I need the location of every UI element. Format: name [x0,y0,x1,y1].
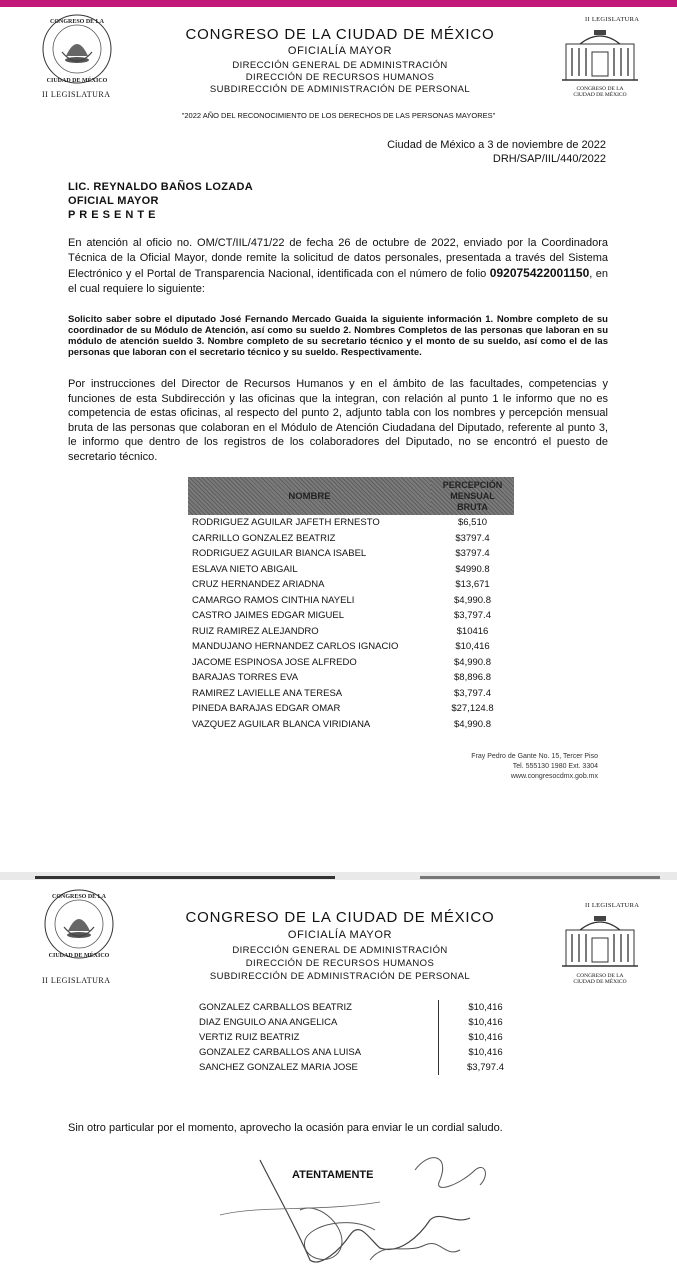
year-motto: "2022 AÑO DEL RECONOCIMIENTO DE LOS DERECHOS DE LAS PERSONAS MAYORES" [181,111,496,120]
closing-line: Sin otro particular por el momento, aprovecho la ocasión para enviar le un cordial saludo. [68,1122,503,1134]
salary-amount-cell: $10,416 [439,1000,533,1015]
table-row [195,1000,532,1015]
recipient-presente: P R E S E N T E [68,209,156,221]
legislatura-right-label: II LEGISLATURA [585,902,640,909]
page-gap [0,790,677,872]
table-row [188,593,514,609]
salary-amount-cell: $3,797.4 [454,687,491,699]
salary-amount-cell: $10,416 [439,1045,533,1060]
salary-amount-cell: $8,896.8 [454,672,491,684]
table-row [188,655,514,671]
legislatura-left-label: II LEGISLATURA [42,90,111,99]
footer-website: www.congresocdmx.gob.mx [510,773,598,780]
salary-amount-cell: $3797.4 [455,532,490,544]
salary-amount-cell: $13,671 [455,579,490,591]
signature [200,1140,500,1275]
congreso-small-label: CONGRESO DE LA CIUDAD DE MÉXICO [573,86,627,98]
salary-table [188,477,514,732]
salary-amount-cell: $10,416 [455,641,490,653]
legislatura-left-label: II LEGISLATURA [42,976,111,985]
footer-address-block: Fray Pedro de Gante No. 15, Tercer Piso Tel. 555130 1980 Ext. 3304 www.congresocdmx.gob.mx [380,752,598,782]
subdireccion: SUBDIRECCIÓN DE ADMINISTRACIÓN DE PERSONAL [209,971,471,982]
employee-name-cell: DIAZ ENGUILO ANA ANGELICA [199,1017,338,1028]
salary-amount-cell: $4990.8 [455,563,490,575]
congress-building-logo [560,912,640,972]
salary-amount-cell: $3,797.4 [439,1060,533,1075]
svg-text:CIUDAD DE MÉXICO: CIUDAD DE MÉXICO [48,953,110,959]
page-title: CONGRESO DE LA CIUDAD DE MÉXICO [185,26,495,43]
direccion-rh: DIRECCIÓN DE RECURSOS HUMANOS [245,958,435,969]
table-row [188,624,514,640]
direccion-general: DIRECCIÓN GENERAL DE ADMINISTRACIÓN [232,945,448,956]
salary-amount-cell: $4,990.8 [454,718,491,730]
table-row [188,717,514,733]
employee-name-cell: VAZQUEZ AGUILAR BLANCA VIRIDIANA [192,718,371,730]
congress-seal-logo [40,12,114,86]
svg-text:CIUDAD DE MÉXICO: CIUDAD DE MÉXICO [46,78,108,84]
employee-name-cell: CASTRO JAIMES EDGAR MIGUEL [192,610,345,622]
salary-amount-cell: $10,416 [439,1015,533,1030]
paragraph-intro: En atención al oficio no. OM/CT/IIL/471/22 de fecha 26 de octubre de 2022, enviado por la Coordinadora Técnica de la Oficial Mayor, donde remite la solicitud de datos personales, presentada a través del Sistema Electrónico y el Portal de Transparencia Nacional, identificada con el número de folio 092075422001150, en el cual requiere lo siguiente: [68,237,609,295]
employee-name-cell: RODRIGUEZ AGUILAR JAFETH ERNESTO [192,517,380,529]
legislatura-right-label: II LEGISLATURA [585,16,640,23]
paragraph-response: Por instrucciones del Director de Recursos Humanos y en el ámbito de las facultades, competencias y funciones de esta Subdirección y las oficinas que la integran, con relación al punto 1 le informo que no es competencia de estas oficinas, al respecto del punto 2, adjunto tabla con los nombres y percepción mensual bruta de las personas que colaboran en el Módulo de Atención Ciudadana del Diputado, referente al punto 3, le informo que dentro de los registros de los colaboradores del Diputado, no se encontró el puesto de secretario técnico. [68,378,608,463]
table-row [188,608,514,624]
letter-date: Ciudad de México a 3 de noviembre de 2022 [387,139,606,151]
svg-text:CONGRESO DE LA: CONGRESO DE LA [49,19,105,25]
congress-building-logo [560,26,640,86]
employee-name-cell: BARAJAS TORRES EVA [192,672,299,684]
employee-name-cell: MANDUJANO HERNANDEZ CARLOS IGNACIO [192,641,399,653]
table-row [195,1045,532,1060]
employee-name-cell: CARRILLO GONZALEZ BEATRIZ [192,532,336,544]
table-row [188,531,514,547]
salary-amount-cell: $3,797.4 [454,610,491,622]
table-row [188,515,514,531]
salary-amount-cell: $6,510 [457,517,488,529]
recipient-title: OFICIAL MAYOR [68,195,159,207]
table-row [188,546,514,562]
salary-amount-cell: $27,124.8 [451,703,494,715]
salary-table-continued [195,1000,532,1075]
employee-name-cell: PINEDA BARAJAS EDGAR OMAR [192,703,341,715]
svg-text:CONGRESO DE LA: CONGRESO DE LA [51,894,107,900]
table-row [188,577,514,593]
oficialia-mayor: OFICIALÍA MAYOR [287,929,393,941]
direccion-general: DIRECCIÓN GENERAL DE ADMINISTRACIÓN [232,60,448,71]
employee-name-cell: GONZALEZ CARBALLOS BEATRIZ [199,1002,352,1013]
salary-amount-cell: $10,416 [439,1030,533,1045]
request-quote: Solicito saber sobre el diputado José Fernando Mercado Guaida la siguiente información 1. Nombre completo de su coordinador de su Módulo de Atención, así como su sueldo 2. Nombres Completos de las personas que laboran en su módulo de atención sueldo 3. Nombre completo de su secretario técnico y el monto de su sueldo, así como el de las personas que laboran con el secretario técnico y su sueldo. Respectivamente. [68,314,608,358]
employee-name-cell: RAMIREZ LAVIELLE ANA TERESA [192,687,343,699]
table-header-name: NOMBRE [188,477,431,515]
employee-name-cell: VERTIZ RUIZ BEATRIZ [199,1032,300,1043]
folio-number: 092075422001150 [489,266,590,280]
employee-name-cell: RODRIGUEZ AGUILAR BIANCA ISABEL [192,548,367,560]
employee-name-cell: RUIZ RAMIREZ ALEJANDRO [192,625,319,637]
top-color-bar [0,0,677,7]
direccion-rh: DIRECCIÓN DE RECURSOS HUMANOS [245,72,435,83]
salary-amount-cell: $10416 [456,625,489,637]
table-row [188,686,514,702]
table-row [195,1030,532,1045]
page-title: CONGRESO DE LA CIUDAD DE MÉXICO [185,909,495,926]
atentamente-label: ATENTAMENTE [292,1169,374,1181]
table-row [188,639,514,655]
employee-name-cell: CAMARGO RAMOS CINTHIA NAYELI [192,594,355,606]
employee-name-cell: JACOME ESPINOSA JOSE ALFREDO [192,656,357,668]
table-row [195,1060,532,1075]
letter-reference: DRH/SAP/IIL/440/2022 [492,153,606,165]
congreso-small-label: CONGRESO DE LA CIUDAD DE MÉXICO [573,973,627,985]
employee-name-cell: GONZALEZ CARBALLOS ANA LUISA [199,1047,362,1058]
salary-amount-cell: $3797.4 [455,548,490,560]
page-edge-line [35,876,335,879]
employee-name-cell: SANCHEZ GONZALEZ MARIA JOSE [199,1062,358,1073]
salary-amount-cell: $4,990.8 [454,594,491,606]
employee-name-cell: CRUZ HERNANDEZ ARIADNA [192,579,325,591]
salary-amount-cell: $4,990.8 [454,656,491,668]
employee-name-cell: ESLAVA NIETO ABIGAIL [192,563,298,575]
congress-seal-logo [42,887,116,961]
oficialia-mayor: OFICIALÍA MAYOR [287,45,393,57]
table-row [188,562,514,578]
table-row [195,1015,532,1030]
page-edge-line [420,876,660,879]
table-header-amount: PERCEPCIÓN MENSUAL BRUTA [431,477,514,515]
subdireccion: SUBDIRECCIÓN DE ADMINISTRACIÓN DE PERSONAL [209,84,471,95]
table-row [188,670,514,686]
recipient-name: LIC. REYNALDO BAÑOS LOZADA [68,181,254,193]
table-row [188,701,514,717]
